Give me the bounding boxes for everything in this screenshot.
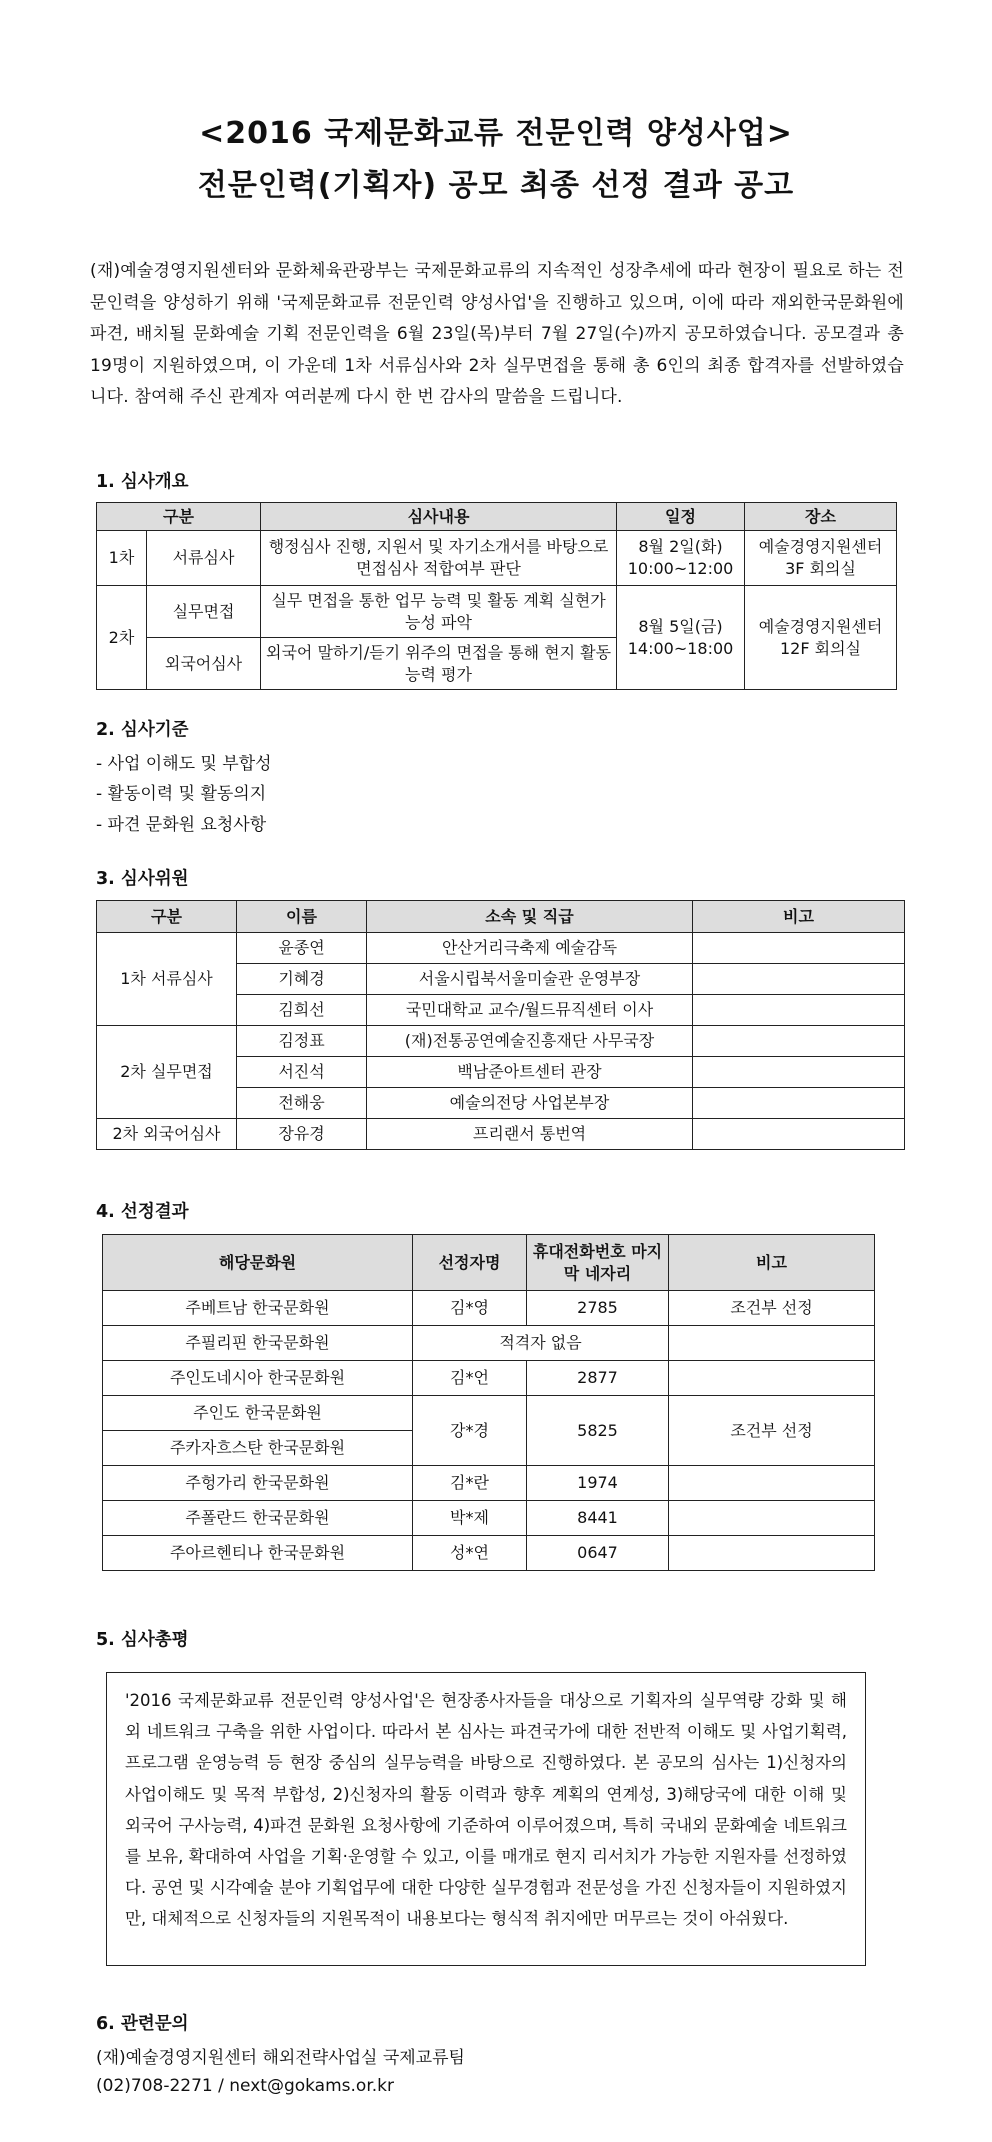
selection-results-table bbox=[102, 1234, 875, 1571]
col-header: 일정 bbox=[617, 503, 745, 531]
section-6-heading: 6. 관련문의 bbox=[96, 2014, 189, 2034]
title-line-2: 전문인력(기획자) 공모 최종 선정 결과 공고 bbox=[197, 168, 795, 203]
judge-org: 안산거리극축제 예술감독 bbox=[367, 933, 693, 964]
judge-org: 서울시립북서울미술관 운영부장 bbox=[367, 964, 693, 995]
selectee-cell: 강*경 bbox=[413, 1396, 527, 1466]
judge-note bbox=[693, 933, 905, 964]
judge-name: 김정표 bbox=[237, 1026, 367, 1057]
content-cell: 외국어 말하기/듣기 위주의 면접을 통해 현지 활동 능력 평가 bbox=[261, 638, 617, 690]
selectee-cell: 성*연 bbox=[413, 1536, 527, 1571]
no-candidate-cell: 적격자 없음 bbox=[413, 1326, 669, 1361]
col-header: 구분 bbox=[97, 901, 237, 933]
judges-table bbox=[96, 900, 905, 1150]
date-cell: 8월 2일(화) 10:00~12:00 bbox=[617, 531, 745, 586]
selectee-cell: 김*언 bbox=[413, 1361, 527, 1396]
col-header: 이름 bbox=[237, 901, 367, 933]
stage-cell: 2차 bbox=[97, 586, 147, 690]
judge-org: 국민대학교 교수/월드뮤직센터 이사 bbox=[367, 995, 693, 1026]
center-cell: 주필리핀 한국문화원 bbox=[103, 1326, 413, 1361]
col-header: 비고 bbox=[669, 1235, 875, 1291]
type-cell: 서류심사 bbox=[147, 531, 261, 586]
col-header: 심사내용 bbox=[261, 503, 617, 531]
selectee-cell: 김*영 bbox=[413, 1291, 527, 1326]
phone-cell: 0647 bbox=[527, 1536, 669, 1571]
center-cell: 주인도 한국문화원 bbox=[103, 1396, 413, 1431]
judge-group-cell: 2차 외국어심사 bbox=[97, 1119, 237, 1150]
center-cell: 주인도네시아 한국문화원 bbox=[103, 1361, 413, 1396]
judge-name: 기혜경 bbox=[237, 964, 367, 995]
judge-org: 프리랜서 통번역 bbox=[367, 1119, 693, 1150]
phone-cell: 1974 bbox=[527, 1466, 669, 1501]
section-4-heading: 4. 선정결과 bbox=[96, 1202, 189, 1222]
note-cell: 조건부 선정 bbox=[669, 1396, 875, 1466]
type-cell: 외국어심사 bbox=[147, 638, 261, 690]
judge-name: 전해웅 bbox=[237, 1088, 367, 1119]
type-cell: 실무면접 bbox=[147, 586, 261, 638]
judge-org: (재)전통공연예술진흥재단 사무국장 bbox=[367, 1026, 693, 1057]
note-cell bbox=[669, 1501, 875, 1536]
note-cell bbox=[669, 1361, 875, 1396]
stage-cell: 1차 bbox=[97, 531, 147, 586]
col-header: 비고 bbox=[693, 901, 905, 933]
criteria-item: - 활동이력 및 활동의지 bbox=[96, 784, 267, 804]
center-cell: 주아르헨티나 한국문화원 bbox=[103, 1536, 413, 1571]
selectee-cell: 김*란 bbox=[413, 1466, 527, 1501]
col-header: 해당문화원 bbox=[103, 1235, 413, 1291]
judge-note bbox=[693, 1119, 905, 1150]
judge-note bbox=[693, 1088, 905, 1119]
note-cell bbox=[669, 1326, 875, 1361]
col-header: 구분 bbox=[97, 503, 261, 531]
judge-note bbox=[693, 1057, 905, 1088]
center-cell: 주헝가리 한국문화원 bbox=[103, 1466, 413, 1501]
content-cell: 행정심사 진행, 지원서 및 자기소개서를 바탕으로 면접심사 적합여부 판단 bbox=[261, 531, 617, 586]
note-cell: 조건부 선정 bbox=[669, 1291, 875, 1326]
intro-paragraph: (재)예술경영지원센터와 문화체육관광부는 국제문화교류의 지속적인 성장추세에 따라 현장이 필요로 하는 전문인력을 양성하기 위해 '국제문화교류 전문인력 양성사업'을 진행하고 있으며, 이에 따라 재외한국문화원에 파견, 배치될 문화예술 기획 전문인력을 6월 23일(목)부터 7월 27일(수)까지 공모하였습니다. 공모결과 총 19명이 지원하였으며, 이 가운데 1차 서류심사와 2차 실무면접을 통해 총 6인의 최종 합격자를 선발하였습니다. 참여해 주신 관계자 여러분께 다시 한 번 감사의 말씀을 드립니다. bbox=[90, 261, 904, 407]
section-3-heading: 3. 심사위원 bbox=[96, 869, 189, 889]
content-cell: 실무 면접을 통한 업무 능력 및 활동 계획 실현가능성 파악 bbox=[261, 586, 617, 638]
judge-name: 장유경 bbox=[237, 1119, 367, 1150]
judge-name: 서진석 bbox=[237, 1057, 367, 1088]
review-overview-table bbox=[96, 502, 897, 690]
phone-cell: 8441 bbox=[527, 1501, 669, 1536]
center-cell: 주베트남 한국문화원 bbox=[103, 1291, 413, 1326]
judge-group-cell: 1차 서류심사 bbox=[97, 933, 237, 1026]
contact-department: (재)예술경영지원센터 해외전략사업실 국제교류팀 bbox=[96, 2048, 465, 2068]
title-line-1: <2016 국제문화교류 전문인력 양성사업> bbox=[199, 116, 793, 151]
col-header: 장소 bbox=[745, 503, 897, 531]
date-cell: 8월 5일(금) 14:00~18:00 bbox=[617, 586, 745, 690]
section-1-heading: 1. 심사개요 bbox=[96, 472, 189, 492]
place-cell: 예술경영지원센터 3F 회의실 bbox=[745, 531, 897, 586]
judge-note bbox=[693, 1026, 905, 1057]
section-5-heading: 5. 심사총평 bbox=[96, 1630, 189, 1650]
center-cell: 주폴란드 한국문화원 bbox=[103, 1501, 413, 1536]
judge-org: 예술의전당 사업본부장 bbox=[367, 1088, 693, 1119]
judge-group-cell: 2차 실무면접 bbox=[97, 1026, 237, 1119]
judge-note bbox=[693, 964, 905, 995]
judge-org: 백남준아트센터 관장 bbox=[367, 1057, 693, 1088]
criteria-item: - 파견 문화원 요청사항 bbox=[96, 815, 267, 835]
contact-phone-email: (02)708-2271 / next@gokams.or.kr bbox=[96, 2076, 394, 2096]
col-header: 소속 및 직급 bbox=[367, 901, 693, 933]
phone-cell: 2785 bbox=[527, 1291, 669, 1326]
section-2-heading: 2. 심사기준 bbox=[96, 720, 189, 740]
col-header: 선정자명 bbox=[413, 1235, 527, 1291]
judge-name: 윤종연 bbox=[237, 933, 367, 964]
judge-name: 김희선 bbox=[237, 995, 367, 1026]
criteria-item: - 사업 이해도 및 부합성 bbox=[96, 754, 272, 774]
center-cell: 주카자흐스탄 한국문화원 bbox=[103, 1431, 413, 1466]
review-summary-box: '2016 국제문화교류 전문인력 양성사업'은 현장종사자들을 대상으로 기획자의 실무역량 강화 및 해외 네트워크 구축을 위한 사업이다. 따라서 본 심사는 파견국가에 대한 전반적 이해도 및 사업기획력, 프로그램 운영능력 등 현장 중심의 실무능력을 바탕으로 진행하였다. 본 공모의 심사는 1)신청자의 사업이해도 및 목적 부합성, 2)신청자의 활동 이력과 향후 계획의 연계성, 3)해당국에 대한 이해 및 외국어 구사능력, 4)파견 문화원 요청사항에 기준하여 이루어졌으며, 특히 국내외 문화예술 네트워크를 보유, 확대하여 사업을 기획·운영할 수 있고, 이를 매개로 현지 리서치가 가능한 지원자를 선정하였다. 공연 및 시각예술 분야 기획업무에 대한 다양한 실무경험과 전문성을 가진 신청자들이 지원하였지만, 대체적으로 신청자들의 지원목적이 내용보다는 형식적 취지에만 머무르는 것이 아쉬웠다. bbox=[106, 1672, 866, 1966]
phone-cell: 2877 bbox=[527, 1361, 669, 1396]
note-cell bbox=[669, 1536, 875, 1571]
note-cell bbox=[669, 1466, 875, 1501]
phone-cell: 5825 bbox=[527, 1396, 669, 1466]
place-cell: 예술경영지원센터 12F 회의실 bbox=[745, 586, 897, 690]
judge-note bbox=[693, 995, 905, 1026]
col-header: 휴대전화번호 마지막 네자리 bbox=[527, 1235, 669, 1291]
selectee-cell: 박*제 bbox=[413, 1501, 527, 1536]
